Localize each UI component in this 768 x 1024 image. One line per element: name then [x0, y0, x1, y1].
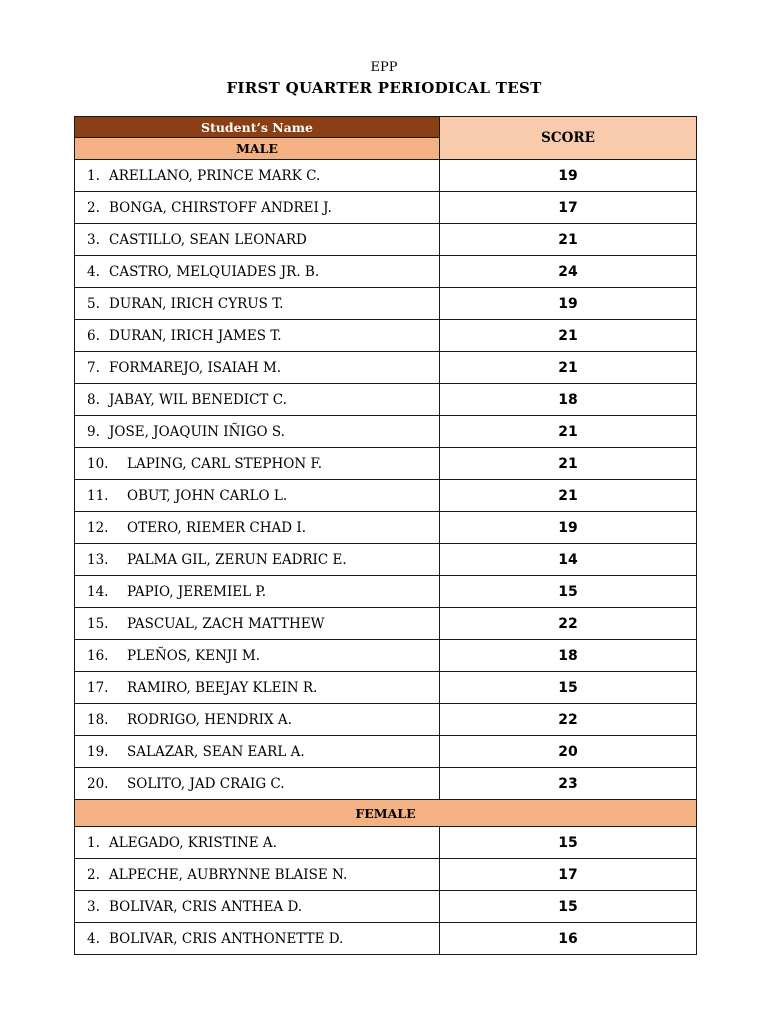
score-header: SCORE	[440, 117, 697, 160]
table-row	[75, 384, 697, 416]
score-cell: 21	[440, 448, 697, 480]
student-name: SALAZAR, SEAN EARL A.	[127, 743, 305, 760]
score-cell: 21	[440, 352, 697, 384]
row-number: 18.	[87, 711, 109, 728]
student-name: FORMAREJO, ISAIAH M.	[109, 359, 282, 376]
table-row	[75, 576, 697, 608]
score-cell: 18	[440, 384, 697, 416]
student-name: JABAY, WIL BENEDICT C.	[109, 391, 287, 408]
table-row	[75, 160, 697, 192]
score-table	[74, 116, 697, 955]
score-cell: 19	[440, 288, 697, 320]
score-cell: 23	[440, 768, 697, 800]
student-name-header: Student’s Name	[75, 117, 440, 138]
student-name: PAPIO, JEREMIEL P.	[127, 583, 267, 600]
student-name: BOLIVAR, CRIS ANTHEA D.	[109, 898, 303, 915]
table-row	[75, 827, 697, 859]
score-cell: 22	[440, 704, 697, 736]
student-name: ALPECHE, AUBRYNNE BLAISE N.	[109, 866, 348, 883]
student-name: SOLITO, JAD CRAIG C.	[127, 775, 285, 792]
table-row	[75, 224, 697, 256]
student-name-cell	[75, 827, 440, 859]
student-name: BOLIVAR, CRIS ANTHONETTE D.	[109, 930, 344, 947]
table-row	[75, 704, 697, 736]
row-number: 3.	[87, 898, 100, 915]
table-row	[75, 512, 697, 544]
score-cell: 18	[440, 640, 697, 672]
row-number: 10.	[87, 455, 109, 472]
table-row	[75, 768, 697, 800]
subject-label: EPP	[370, 60, 398, 75]
score-cell: 21	[440, 320, 697, 352]
student-name-cell	[75, 288, 440, 320]
table-row	[75, 608, 697, 640]
score-cell: 15	[440, 827, 697, 859]
row-number: 17.	[87, 679, 109, 696]
student-name-cell	[75, 512, 440, 544]
student-name-cell	[75, 192, 440, 224]
score-table-body	[75, 117, 697, 955]
score-cell: 19	[440, 160, 697, 192]
row-number: 15.	[87, 615, 109, 632]
student-name-cell	[75, 320, 440, 352]
row-number: 1.	[87, 834, 100, 851]
student-name-cell	[75, 160, 440, 192]
student-name: PALMA GIL, ZERUN EADRIC E.	[127, 551, 347, 568]
student-name: LAPING, CARL STEPHON F.	[127, 455, 323, 472]
student-name-cell	[75, 544, 440, 576]
student-name: PLEÑOS, KENJI M.	[127, 647, 261, 664]
score-cell: 15	[440, 576, 697, 608]
row-number: 4.	[87, 930, 100, 947]
row-number: 7.	[87, 359, 100, 376]
student-name-cell	[75, 416, 440, 448]
student-name-cell	[75, 859, 440, 891]
student-name-cell	[75, 640, 440, 672]
student-name-cell	[75, 576, 440, 608]
table-row	[75, 736, 697, 768]
male-section-label: MALE	[75, 138, 440, 160]
score-cell: 21	[440, 416, 697, 448]
row-number: 13.	[87, 551, 109, 568]
row-number: 6.	[87, 327, 100, 344]
score-cell: 19	[440, 512, 697, 544]
row-number: 19.	[87, 743, 109, 760]
score-cell: 22	[440, 608, 697, 640]
score-cell: 14	[440, 544, 697, 576]
table-row	[75, 891, 697, 923]
table-row	[75, 640, 697, 672]
table-row	[75, 672, 697, 704]
table-row	[75, 859, 697, 891]
score-cell: 20	[440, 736, 697, 768]
student-name-cell	[75, 384, 440, 416]
female-header-row	[75, 800, 697, 827]
table-row	[75, 923, 697, 955]
row-number: 11.	[87, 487, 109, 504]
female-section-label: FEMALE	[75, 800, 697, 827]
document-title: FIRST QUARTER PERIODICAL TEST	[226, 79, 542, 97]
student-name-cell	[75, 768, 440, 800]
student-name: DURAN, IRICH CYRUS T.	[109, 295, 284, 312]
student-name: CASTRO, MELQUIADES JR. B.	[109, 263, 320, 280]
student-name: DURAN, IRICH JAMES T.	[109, 327, 282, 344]
score-cell: 15	[440, 672, 697, 704]
row-number: 2.	[87, 199, 100, 216]
student-name: BONGA, CHIRSTOFF ANDREI J.	[109, 199, 332, 216]
score-cell: 21	[440, 480, 697, 512]
row-number: 3.	[87, 231, 100, 248]
row-number: 20.	[87, 775, 109, 792]
table-row	[75, 544, 697, 576]
table-row	[75, 320, 697, 352]
score-cell: 17	[440, 859, 697, 891]
header-row	[75, 117, 697, 138]
table-row	[75, 256, 697, 288]
table-row	[75, 416, 697, 448]
score-cell: 17	[440, 192, 697, 224]
student-name-cell	[75, 672, 440, 704]
table-row	[75, 288, 697, 320]
student-name-cell	[75, 608, 440, 640]
student-name-cell	[75, 352, 440, 384]
table-row	[75, 448, 697, 480]
student-name: ALEGADO, KRISTINE A.	[109, 834, 277, 851]
student-name: OTERO, RIEMER CHAD I.	[127, 519, 307, 536]
row-number: 9.	[87, 423, 100, 440]
score-cell: 15	[440, 891, 697, 923]
score-cell: 16	[440, 923, 697, 955]
score-cell: 24	[440, 256, 697, 288]
table-row	[75, 352, 697, 384]
student-name: PASCUAL, ZACH MATTHEW	[127, 615, 325, 632]
row-number: 16.	[87, 647, 109, 664]
student-name: RAMIRO, BEEJAY KLEIN R.	[127, 679, 318, 696]
student-name: ARELLANO, PRINCE MARK C.	[109, 167, 321, 184]
row-number: 4.	[87, 263, 100, 280]
student-name-cell	[75, 923, 440, 955]
student-name-cell	[75, 256, 440, 288]
student-name-cell	[75, 704, 440, 736]
row-number: 12.	[87, 519, 109, 536]
student-name-cell	[75, 448, 440, 480]
row-number: 5.	[87, 295, 100, 312]
table-row	[75, 192, 697, 224]
row-number: 1.	[87, 167, 100, 184]
student-name-cell	[75, 224, 440, 256]
student-name: CASTILLO, SEAN LEONARD	[109, 231, 307, 248]
student-name: RODRIGO, HENDRIX A.	[127, 711, 292, 728]
student-name-cell	[75, 891, 440, 923]
row-number: 2.	[87, 866, 100, 883]
student-name: OBUT, JOHN CARLO L.	[127, 487, 288, 504]
student-name: JOSE, JOAQUIN IÑIGO S.	[109, 423, 285, 440]
table-row	[75, 480, 697, 512]
score-cell: 21	[440, 224, 697, 256]
student-name-cell	[75, 480, 440, 512]
row-number: 8.	[87, 391, 100, 408]
row-number: 14.	[87, 583, 109, 600]
student-name-cell	[75, 736, 440, 768]
